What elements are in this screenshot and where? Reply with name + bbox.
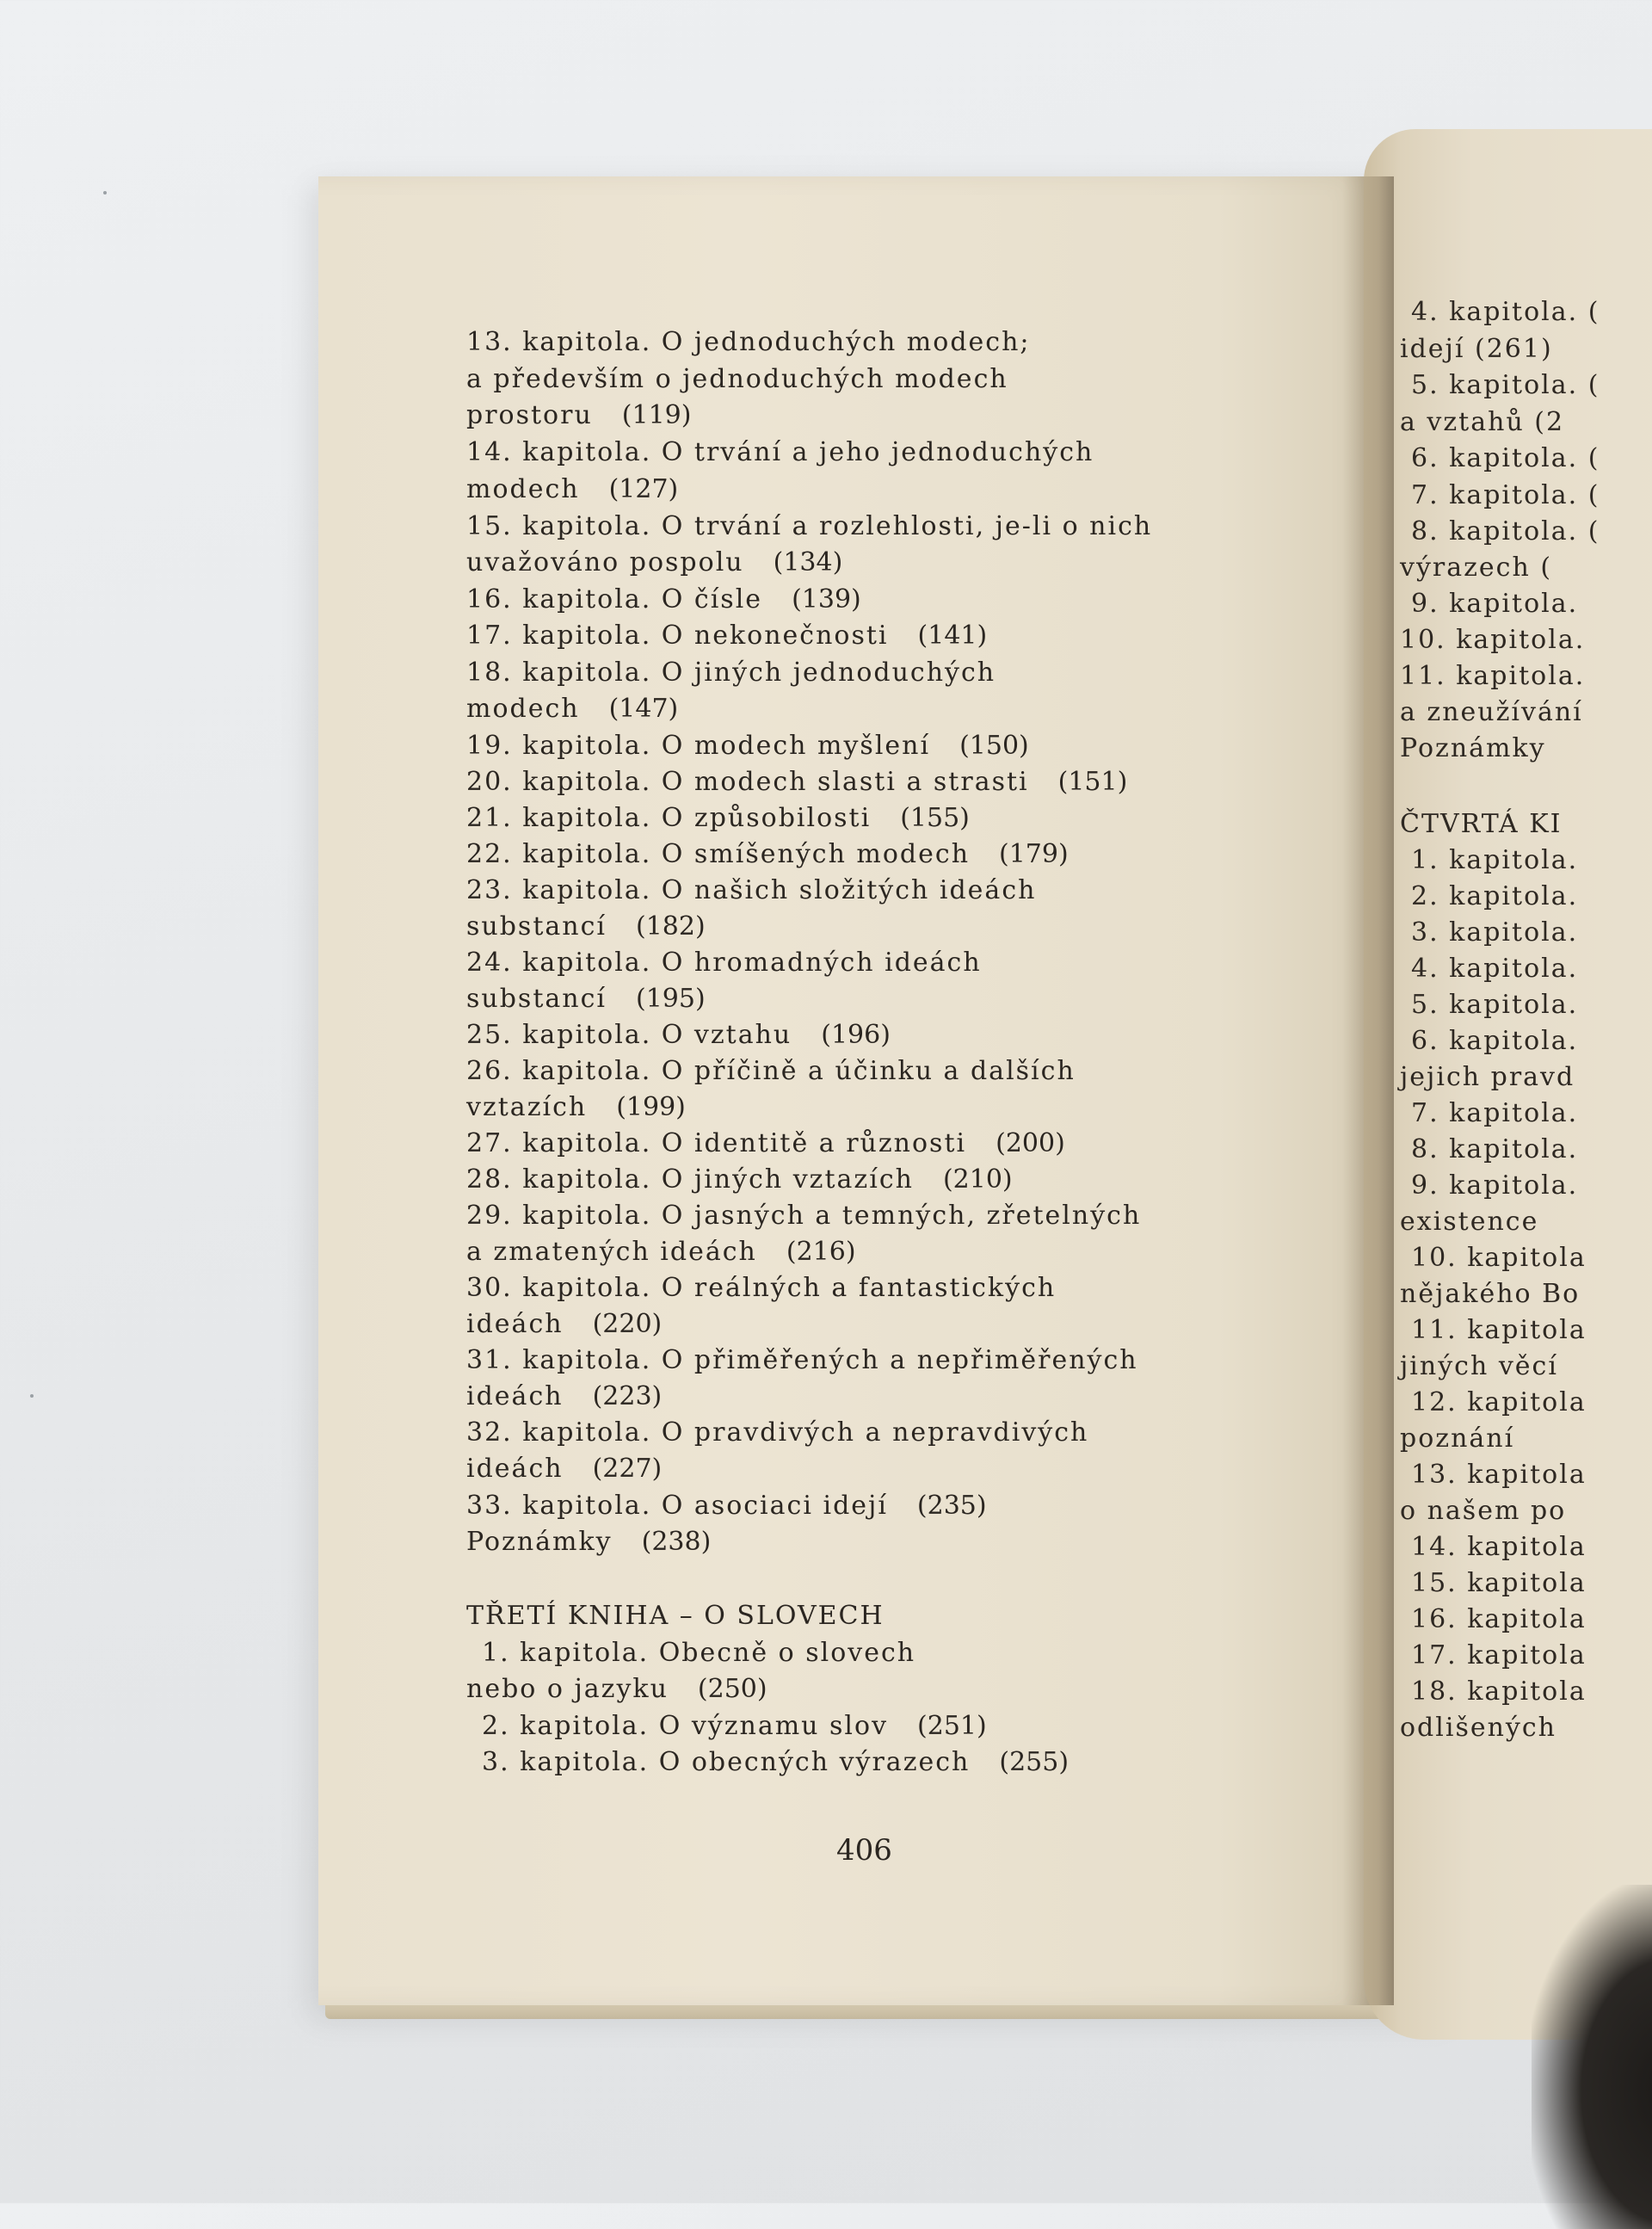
toc-line: výrazech ( bbox=[1400, 553, 1553, 583]
toc-line: existence bbox=[1400, 1207, 1539, 1237]
toc-line: a zneužívání bbox=[1400, 697, 1583, 727]
toc-line: odlišených bbox=[1400, 1713, 1556, 1743]
dust-speck bbox=[30, 1394, 34, 1398]
toc-line: 18. kapitola. O jiných jednoduchých bbox=[466, 658, 996, 688]
toc-line: 20. kapitola. O modech slasti a strasti (151) bbox=[466, 767, 1128, 797]
toc-line: 13. kapitola bbox=[1411, 1460, 1587, 1490]
toc-line: 2. kapitola. bbox=[1411, 881, 1579, 911]
toc-line: 8. kapitola. bbox=[1411, 1134, 1579, 1164]
toc-line: 24. kapitola. O hromadných ideách bbox=[466, 948, 982, 978]
toc-line: 19. kapitola. O modech myšlení (150) bbox=[466, 731, 1029, 761]
toc-line: 12. kapitola bbox=[1411, 1387, 1587, 1417]
toc-line: 11. kapitola bbox=[1411, 1315, 1587, 1345]
toc-line: 6. kapitola. ( bbox=[1411, 443, 1600, 473]
toc-line: prostoru (119) bbox=[466, 400, 692, 430]
toc-line: 16. kapitola. O čísle (139) bbox=[466, 584, 861, 614]
section-heading: TŘETÍ KNIHA – O SLOVECH bbox=[466, 1601, 885, 1631]
toc-line: nějakého Bo bbox=[1400, 1279, 1581, 1309]
toc-line: 14. kapitola bbox=[1411, 1532, 1587, 1562]
page-number: 406 bbox=[836, 1833, 892, 1868]
toc-line: 5. kapitola. bbox=[1411, 990, 1579, 1020]
toc-line: Poznámky (238) bbox=[466, 1527, 712, 1557]
toc-line: 23. kapitola. O našich složitých ideách bbox=[466, 875, 1037, 905]
toc-line: 1. kapitola. Obecně o slovech bbox=[482, 1638, 916, 1668]
toc-line: 5. kapitola. ( bbox=[1411, 370, 1600, 400]
toc-line: 13. kapitola. O jednoduchých modech; bbox=[466, 327, 1031, 357]
toc-line: idejí (261) bbox=[1400, 334, 1553, 364]
toc-line: jejich pravd bbox=[1400, 1062, 1575, 1092]
toc-line: 7. kapitola. ( bbox=[1411, 480, 1600, 510]
toc-line: Poznámky bbox=[1400, 733, 1546, 763]
toc-line: 17. kapitola. O nekonečnosti (141) bbox=[466, 621, 988, 651]
toc-line: o našem po bbox=[1400, 1496, 1567, 1526]
toc-line: 15. kapitola. O trvání a rozlehlosti, je-li o nich bbox=[466, 511, 1153, 541]
toc-line: substancí (195) bbox=[466, 984, 706, 1014]
dust-speck bbox=[103, 191, 107, 194]
toc-line: ideách (227) bbox=[466, 1454, 663, 1484]
toc-line: ideách (223) bbox=[466, 1381, 663, 1411]
right-page-text bbox=[1364, 129, 1652, 2040]
toc-line: 3. kapitola. bbox=[1411, 917, 1579, 948]
toc-line: 7. kapitola. bbox=[1411, 1098, 1579, 1128]
toc-line: a především o jednoduchých modech bbox=[466, 364, 1008, 394]
toc-line: ideách (220) bbox=[466, 1309, 663, 1339]
toc-line: vztazích (199) bbox=[466, 1092, 686, 1122]
toc-line: 11. kapitola. bbox=[1400, 661, 1586, 691]
toc-line: 4. kapitola. ( bbox=[1411, 297, 1600, 327]
toc-line: 22. kapitola. O smíšených modech (179) bbox=[466, 839, 1069, 869]
toc-line: modech (127) bbox=[466, 474, 679, 504]
toc-line: 14. kapitola. O trvání a jeho jednoduchých bbox=[466, 437, 1094, 467]
toc-line: 30. kapitola. O reálných a fantastických bbox=[466, 1273, 1057, 1303]
toc-line: a vztahů (2 bbox=[1400, 407, 1565, 437]
toc-line: 21. kapitola. O způsobilosti (155) bbox=[466, 803, 970, 833]
toc-line: poznání bbox=[1400, 1423, 1515, 1454]
toc-line: 28. kapitola. O jiných vztazích (210) bbox=[466, 1164, 1013, 1195]
toc-line: 32. kapitola. O pravdivých a nepravdivých bbox=[466, 1417, 1089, 1448]
toc-line: modech (147) bbox=[466, 694, 679, 724]
section-heading: ČTVRTÁ KI bbox=[1400, 809, 1563, 839]
toc-line: 27. kapitola. O identitě a různosti (200) bbox=[466, 1128, 1065, 1158]
toc-line: 18. kapitola bbox=[1411, 1676, 1587, 1707]
toc-line: 9. kapitola. bbox=[1411, 589, 1579, 619]
toc-line: 31. kapitola. O přiměřených a nepřiměřených bbox=[466, 1345, 1138, 1375]
toc-line: 4. kapitola. bbox=[1411, 954, 1579, 984]
toc-line: 3. kapitola. O obecných výrazech (255) bbox=[482, 1747, 1069, 1777]
toc-line: 15. kapitola bbox=[1411, 1568, 1587, 1598]
toc-line: 17. kapitola bbox=[1411, 1640, 1587, 1670]
toc-line: 29. kapitola. O jasných a temných, zřetelných bbox=[466, 1201, 1142, 1231]
toc-line: 2. kapitola. O významu slov (251) bbox=[482, 1711, 987, 1741]
toc-line: substancí (182) bbox=[466, 911, 706, 942]
toc-line: jiných věcí bbox=[1400, 1351, 1558, 1381]
toc-line: nebo o jazyku (250) bbox=[466, 1674, 767, 1704]
toc-line: 33. kapitola. O asociaci idejí (235) bbox=[466, 1491, 987, 1521]
toc-line: a zmatených ideách (216) bbox=[466, 1237, 856, 1267]
toc-line: 10. kapitola bbox=[1411, 1243, 1587, 1273]
toc-line: 10. kapitola. bbox=[1400, 625, 1586, 655]
toc-line: 6. kapitola. bbox=[1411, 1026, 1579, 1056]
toc-line: 1. kapitola. bbox=[1411, 845, 1579, 875]
toc-line: 9. kapitola. bbox=[1411, 1170, 1579, 1201]
toc-line: 16. kapitola bbox=[1411, 1604, 1587, 1634]
toc-line: 25. kapitola. O vztahu (196) bbox=[466, 1020, 891, 1050]
toc-line: uvažováno pospolu (134) bbox=[466, 547, 843, 577]
toc-line: 8. kapitola. ( bbox=[1411, 516, 1600, 546]
toc-line: 26. kapitola. O příčině a účinku a dalších bbox=[466, 1056, 1076, 1086]
